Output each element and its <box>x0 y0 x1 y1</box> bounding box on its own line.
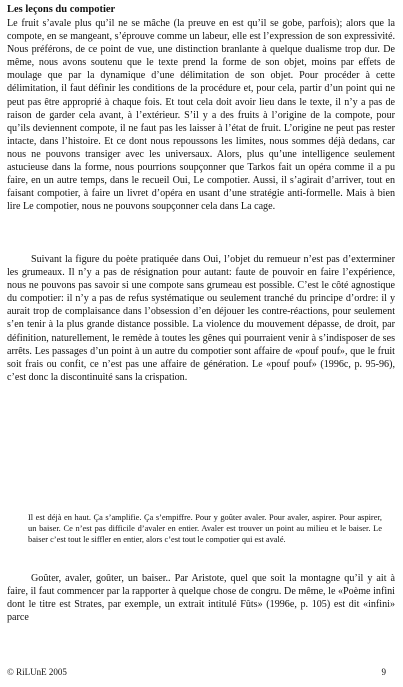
paragraph-3 <box>7 572 395 624</box>
footer-copyright: © RiLUnE 2005 <box>7 667 67 677</box>
paragraph-2 <box>7 253 395 384</box>
block-quote-text: Il est déjà en haut. Ça s’amplifie. Ça s’empiffre. Pour y goûter avaler. Pour avaler, aspirer. Pour aspirer, un baiser. Ce n’est pas difficile d’avaler en entier. Avaler est trouver un point au milieu et le baiser. Le baiser c’est tout le siffler en entier, alors c’est tout le compotier qui est avalé. <box>28 513 382 545</box>
block-quote <box>28 512 382 546</box>
paragraph-3-text: Goûter, avaler, goûter, un baiser.. Par Aristote, quel que soit la montagne qu’il y ait à faire, il faut commencer par la rapporter à quelque chose de congru. De même, le «Poème infini dont le titre est Strates, par exemple, un extrait intitulé Fûts» (1996e, p. 105) est dit «infini» parce <box>7 573 395 624</box>
section-title: Les leçons du compotier <box>7 4 116 15</box>
paragraph-2-text: Suivant la figure du poète pratiquée dans Oui, l’objet du remueur n’est pas d’exterminer les grumeaux. Il n’y a pas de résignation pour autant: faute de pouvoir en faire l’expérience, nous ne pouvons pas savoir si une compote sans grumeau est possible. C’est le côté agnostique du compotier: il n’y a pas de refus systématique ou seulement tranché du principe d’ordre: il y aurait trop de complaisance dans l’obsession d’en déjouer les contre-réactions, pour seulement s’en tenir à la plus grande distance possible. La violence du mouvement dépasse, de droit, par définition, naturellement, le remède à toutes les gênes qui pourraient venir à s’indisposer de ses arrêts. Les passages d’un point à un autre du compotier sont affaire de «pouf pouf», que le fruit soit frais ou confit, ce n’est pas une affaire de génération. Le «pouf pouf» (1996c, p. 95-96), c’est donc la discontinuité sans la crispation. <box>7 254 395 383</box>
paragraph-1 <box>7 17 395 213</box>
footer-page-number: 9 <box>381 667 386 677</box>
paragraph-1-text: Le fruit s’avale plus qu’il ne se mâche (la preuve en est qu’il se gobe, parfois); alors que la compote, en se mangeant, s’éprouve comme un labeur, elle est l’expression de son expressivité. Nous préférons, de ce point de vue, une distinction branlante à quelque dualisme trop dur. De même, nous avons soutenu que le texte prend la forme de son objet, moins par effets de moulage que par la dynamique d’une délimitation de son objet. Pour procéder à cette délimitation, il faut définir les conditions de la procédure et, pour cela, partir d’un point qui ne peut pas être approprié à chaque fois. Et tout cela doit avoir lieu dans le texte, il n’y a pas de raison de garder cela avant, à l’extérieur. S’il y a des fruits à l’origine de la compote, pour qu’ils deviennent compote, il ne faut pas les laisser à l’état de fruit. L’origine ne peut pas rester intacte, dans l’histoire. Et ce dont nous repoussons les limites, nous sommes déjà dedans, car nous ne pouvons transiger avec les universaux. Alors, plus qu’une intelligence seulement astucieuse dans la forme, nous pourrions soupçonner que Tarkos fait un opéra comme il a pu faire, en un autre temps, dans le recueil Oui, Le compotier. Aussi, il s’agirait d’arriver, tout en faisant compotier, à faire un livret d’opéra en usant d’une stratégie anti-formelle. Mais à bien lire Le compotier, nous ne pouvons soupçonner cela dans La cage. <box>7 18 395 213</box>
